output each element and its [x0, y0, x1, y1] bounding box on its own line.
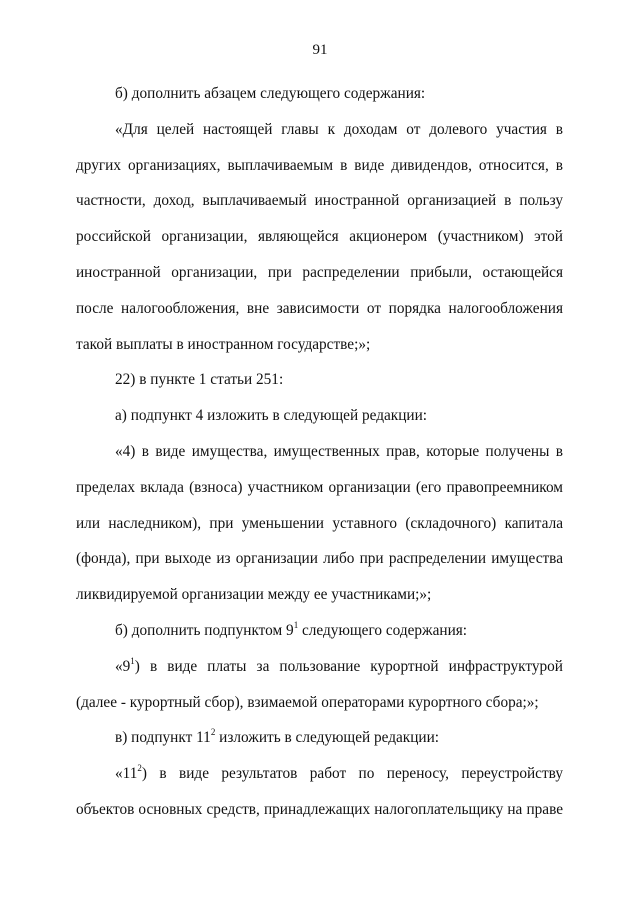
page-number: 91 — [312, 42, 328, 58]
text-fragment: следующего содержания: — [298, 621, 468, 639]
text-fragment: ) в виде платы за пользование курортной инфраструктурой (далее - курортный сбор), взимаемой операторами курортного сбора;»; — [76, 657, 563, 711]
paragraph-subitem-9-1-text — [76, 649, 563, 721]
paragraph-dividends-definition: «Для целей настоящей главы к доходам от долевого участия в других организациях, выплачиваемым в виде дивидендов, относится, в частности, доход, выплачиваемый иностранной организацией в пользу российской организации, являющейся акционером (участником) этой иностранной организации, при распределении прибыли, остающейся после налогообложения, вне зависимости от порядка налогообложения такой выплаты в иностранном государстве;»; — [76, 120, 563, 353]
superscript: 1 — [130, 655, 135, 666]
paragraph-subitem-4-text: «4) в виде имущества, имущественных прав, которые получены в пределах вклада (взноса) участником организации (его правопреемником или наследником), при уменьшении уставного (складочного) капитала (фонда), при выходе из организации либо при распределении имущества ликвидируемой организации между ее участниками;»; — [76, 442, 563, 604]
superscript: 2 — [137, 763, 142, 774]
text-fragment: «9 — [115, 657, 131, 675]
text-fragment: «11 — [115, 765, 138, 783]
text-fragment: изложить в следующей редакции: — [215, 729, 440, 747]
superscript: 2 — [210, 727, 216, 738]
paragraph-item-22: 22) в пункте 1 статьи 251: — [115, 371, 284, 389]
document-body — [76, 76, 563, 828]
superscript: 1 — [293, 619, 299, 630]
paragraph-subitem-11-2-text — [76, 756, 563, 828]
paragraph-add-subitem-9-1 — [76, 613, 563, 649]
paragraph-add-abstract: б) дополнить абзацем следующего содержания: — [115, 85, 426, 102]
text-fragment: б) дополнить подпунктом 9 — [115, 621, 294, 639]
text-fragment: ) в виде результатов работ по переносу, переустройству объектов основных средств, принадлежащих налогоплательщику на праве — [76, 765, 563, 818]
paragraph-subitem-11-2-intro — [76, 720, 563, 756]
paragraph-subitem-4-intro: а) подпункт 4 изложить в следующей редакции: — [115, 407, 428, 425]
text-fragment: в) подпункт 11 — [115, 729, 211, 747]
